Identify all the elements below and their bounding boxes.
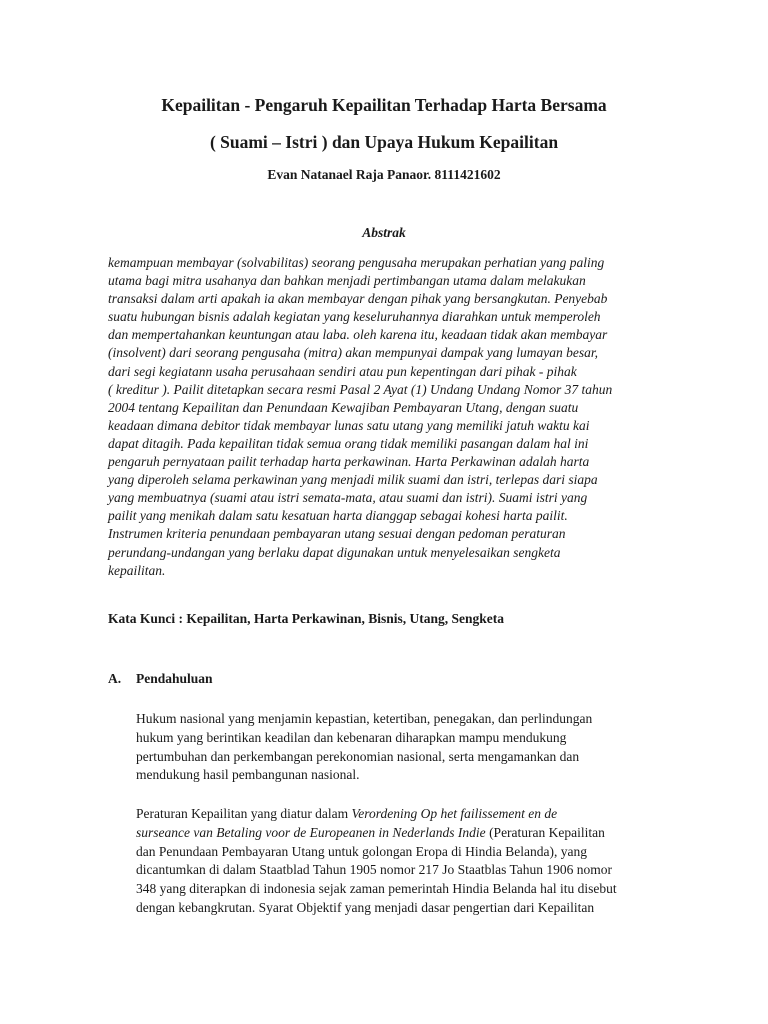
paragraph-line: dan Penundaan Pembayaran Utang untuk golongan Eropa di Hindia Belanda), yang (136, 843, 588, 859)
section-letter: A. (108, 671, 122, 686)
abstract-line: Instrumen kriteria penundaan pembayaran utang sesuai dengan pedoman peraturan (108, 526, 566, 542)
abstract-line: pengaruh pernyataan pailit terhadap harta perkawinan. Harta Perkawinan adalah harta (108, 454, 590, 470)
section-heading-pendahuluan (108, 671, 213, 687)
abstract-line: transaksi dalam arti apakah ia akan membayar dengan pihak yang bersangkutan. Penyebab (108, 291, 608, 307)
abstract-line: dan mempertahankan keuntungan atau laba. oleh karena itu, keadaan tidak akan membayar (108, 327, 608, 343)
section-title: Pendahuluan (136, 671, 213, 686)
abstract-line: perundang-undangan yang berlaku dapat digunakan untuk menyelesaikan sengketa (108, 544, 561, 560)
paragraph-italic-text: surseance van Betaling voor de Europeanen in Nederlands Indie (136, 824, 486, 840)
paragraph-text: (Peraturan Kepailitan (485, 824, 605, 840)
paragraph-1 (136, 710, 676, 785)
abstract-line: (insolvent) dari seorang pengusaha (mitra) akan mempunyai dampak yang lumayan besar, (108, 345, 599, 361)
abstract-line: keadaan dimana debitor tidak membayar lunas satu utang yang memiliki jatuh waktu kai (108, 417, 590, 433)
abstract-line: dapat ditagih. Pada kepailitan tidak semua orang tidak memiliki pasangan dalam hal ini (108, 435, 589, 451)
paragraph-line (136, 805, 676, 824)
abstract-line: kepailitan. (108, 562, 166, 578)
abstract-line: utama bagi mitra usahanya dan bahkan menjadi pertimbangan utama dalam melakukan (108, 273, 586, 289)
abstract-line: suatu hubungan bisnis adalah kegiatan yang keseluruhannya diarahkan untuk memperoleh (108, 309, 601, 325)
paragraph-line: dengan kebangkrutan. Syarat Objektif yang menjadi dasar pengertian dari Kepailitan (136, 899, 595, 915)
paragraph-line: hukum yang berintikan keadilan dan kebenaran diharapkan mampu mendukung (136, 729, 567, 745)
author-line: Evan Natanael Raja Panaor. 8111421602 (267, 167, 501, 182)
abstract-line: kemampuan membayar (solvabilitas) seorang pengusaha merupakan perhatian yang paling (108, 255, 605, 270)
keywords-line: Kata Kunci : Kepailitan, Harta Perkawinan, Bisnis, Utang, Sengketa (108, 611, 505, 626)
abstract-line: ( kreditur ). Pailit ditetapkan secara resmi Pasal 2 Ayat (1) Undang Undang Nomor 37 tahun (108, 381, 613, 397)
abstract-line: pailit yang menikah dalam satu kesatuan harta dianggap sebagai kohesi harta pailit. (108, 508, 568, 524)
paragraph-text: Peraturan Kepailitan yang diatur dalam (136, 806, 352, 821)
paragraph-line: 348 yang diterapkan di indonesia sejak zaman pemerintah Hindia Belanda hal itu disebut (136, 881, 617, 897)
abstract-line: 2004 tentang Kepailitan dan Penundaan Kewajiban Pembayaran Utang, dengan suatu (108, 399, 579, 415)
abstract-body (108, 254, 666, 580)
paragraph-line (136, 824, 676, 843)
paragraph-line: pertumbuhan dan perkembangan perekonomian nasional, serta mengamankan dan (136, 748, 580, 764)
abstract-heading: Abstrak (362, 225, 406, 240)
paragraph-line: dicantumkan di dalam Staatblad Tahun 1905 nomor 217 Jo Staatblas Tahun 1906 nomor (136, 862, 613, 878)
document-title-line-1: Kepailitan - Pengaruh Kepailitan Terhadap Harta Bersama (161, 95, 607, 115)
abstract-line: dari segi kegiatann usaha perusahaan sendiri atau pun kepentingan dari pihak - pihak (108, 363, 577, 379)
document-title-line-2: ( Suami – Istri ) dan Upaya Hukum Kepailitan (209, 132, 559, 152)
paragraph-italic-text: Verordening Op het failissement en de (351, 806, 558, 821)
paragraph-2 (136, 805, 676, 918)
abstract-line: yang diperoleh selama perkawinan yang menjadi milik suami dan istri, terlepas dari siapa (108, 472, 598, 488)
paragraph-line: mendukung hasil pembangunan nasional. (136, 767, 360, 783)
paragraph-line: Hukum nasional yang menjamin kepastian, ketertiban, penegakan, dan perlindungan (136, 711, 593, 726)
abstract-line: yang membuatnya (suami atau istri semata-mata, atau suami dan istri). Suami istri yang (108, 490, 588, 506)
